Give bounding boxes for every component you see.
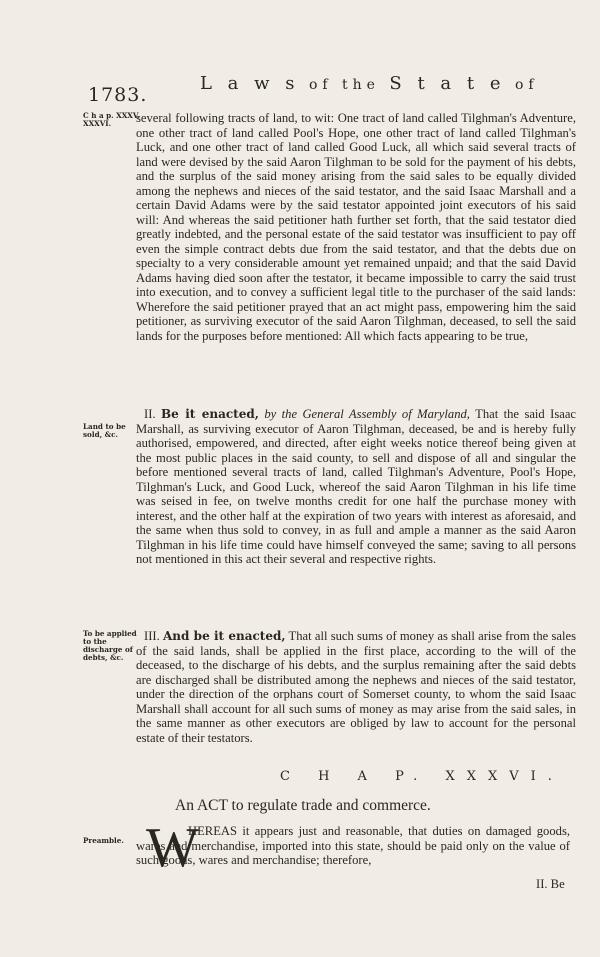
running-title-state: S t a t e — [389, 73, 506, 94]
section-2-authority: by the General Assembly of Maryland, — [264, 407, 470, 421]
preamble-line: HEREAS it appears just and reasonable, that duties on damaged goods, wares and merchandise, imported into this state, should be paid only on the value of such goods, wares and merchandise; therefore, — [136, 824, 570, 867]
section-2 — [136, 407, 576, 567]
running-head — [200, 73, 560, 94]
section-2-text: That the said Isaac Marshall, as surviving executor of Aaron Tilghman, deceased, be and is hereby fully authorised, empowered, and directed, after eight weeks notice thereof being given at the most public places in the said county, to sell and dispose of all and singular the before mentioned several tracts of land, called Tilghman's Adventure, Pool's Hope, Tilghman's Luck, and Good Luck, whereof the said Aaron Tilghman in his life time was seised in fee, on twelve months credit for one half the purchase money with interest, and the other half at the expiration of two years with interest as aforesaid, and the same when thus sold to convey, in as full and ample a manner as the said Aaron Tilghman in his life time could have himself conveyed the same; saving to all persons not mentioned in this act their several and respective rights. — [136, 407, 577, 566]
running-title-laws: L a w s — [200, 73, 300, 94]
section-3-number: III. — [144, 629, 160, 643]
paragraph-1 — [136, 111, 576, 343]
paragraph-1-text: several following tracts of land, to wit: One tract of land called Tilghman's Adventure, one other tract of land called Pool's Hope, one other tract of land called Tilghman's Luck, and one other tract of land called Good Luck, all which said several tracts of land were devised by the said Aaron Tilghman to be sold for the payment of his debts, and the surplus of the said money arising from the said sales to be equally divided among the nephews and nieces of the said testator, and the said Isaac Marshall and a certain David Adams were by the said testator appointed joint executors of his said will: And whereas the said petitioner hath further set forth, that the said testator died greatly indebted, and the personal estate of the said testator was insufficient to pay off even the simple contract debts due from the said testator, and that the debts due on specialty to a very considerable amount yet remained unpaid; and that the said David Adams having died soon after the testator, it became impossible to carry the said trust into execution, and to convey a sufficient legal title to the purchaser of the said lands: Wherefore the said petitioner prayed that an act might pass, empowering him the said petitioner, as surviving executor of the said Aaron Tilghman, deceased, to sell the said lands for the purposes before mentioned: All which facts appearing to be true, — [136, 111, 576, 343]
margin-note-land-sold: Land to be sold, &c. — [83, 422, 126, 439]
section-2-enacting: Be it enacted, — [160, 407, 259, 421]
section-3 — [136, 629, 576, 745]
margin-note-applied: To be applied to the discharge of debts, &c. — [83, 629, 137, 662]
preamble-text — [136, 824, 570, 868]
act-title: An ACT to regulate trade and commerce. — [175, 797, 431, 814]
running-title-of-the: of the — [308, 77, 380, 93]
section-3-enacting: And be it enacted, — [162, 629, 286, 643]
page-year: 1783. — [88, 84, 148, 106]
catchword: II. Be — [536, 877, 565, 891]
margin-note-chap: C h a p. XXXV. XXXVI. — [83, 111, 140, 128]
chapter-heading: C H A P. XXXVI. — [280, 769, 564, 784]
preamble-dropcap: W — [146, 817, 199, 879]
margin-note-preamble: Preamble. — [83, 836, 124, 845]
section-3-text: That all such sums of money as shall arise from the sales of the said lands, shall be applied in the first place, according to the will of the deceased, to the discharge of his debts, and the surplus remaining after the said debts are discharged shall be distributed among the nephews and nieces of the said testator, under the direction of the orphans court of Somerset county, to whom the said Isaac Marshall shall account for all such sums of money as may arise from the said sales, in the same manner as other executors are obliged by law to account for the personal estate of their testators. — [136, 629, 576, 745]
section-2-number: II. — [144, 407, 156, 421]
running-title-of: of — [514, 77, 539, 93]
